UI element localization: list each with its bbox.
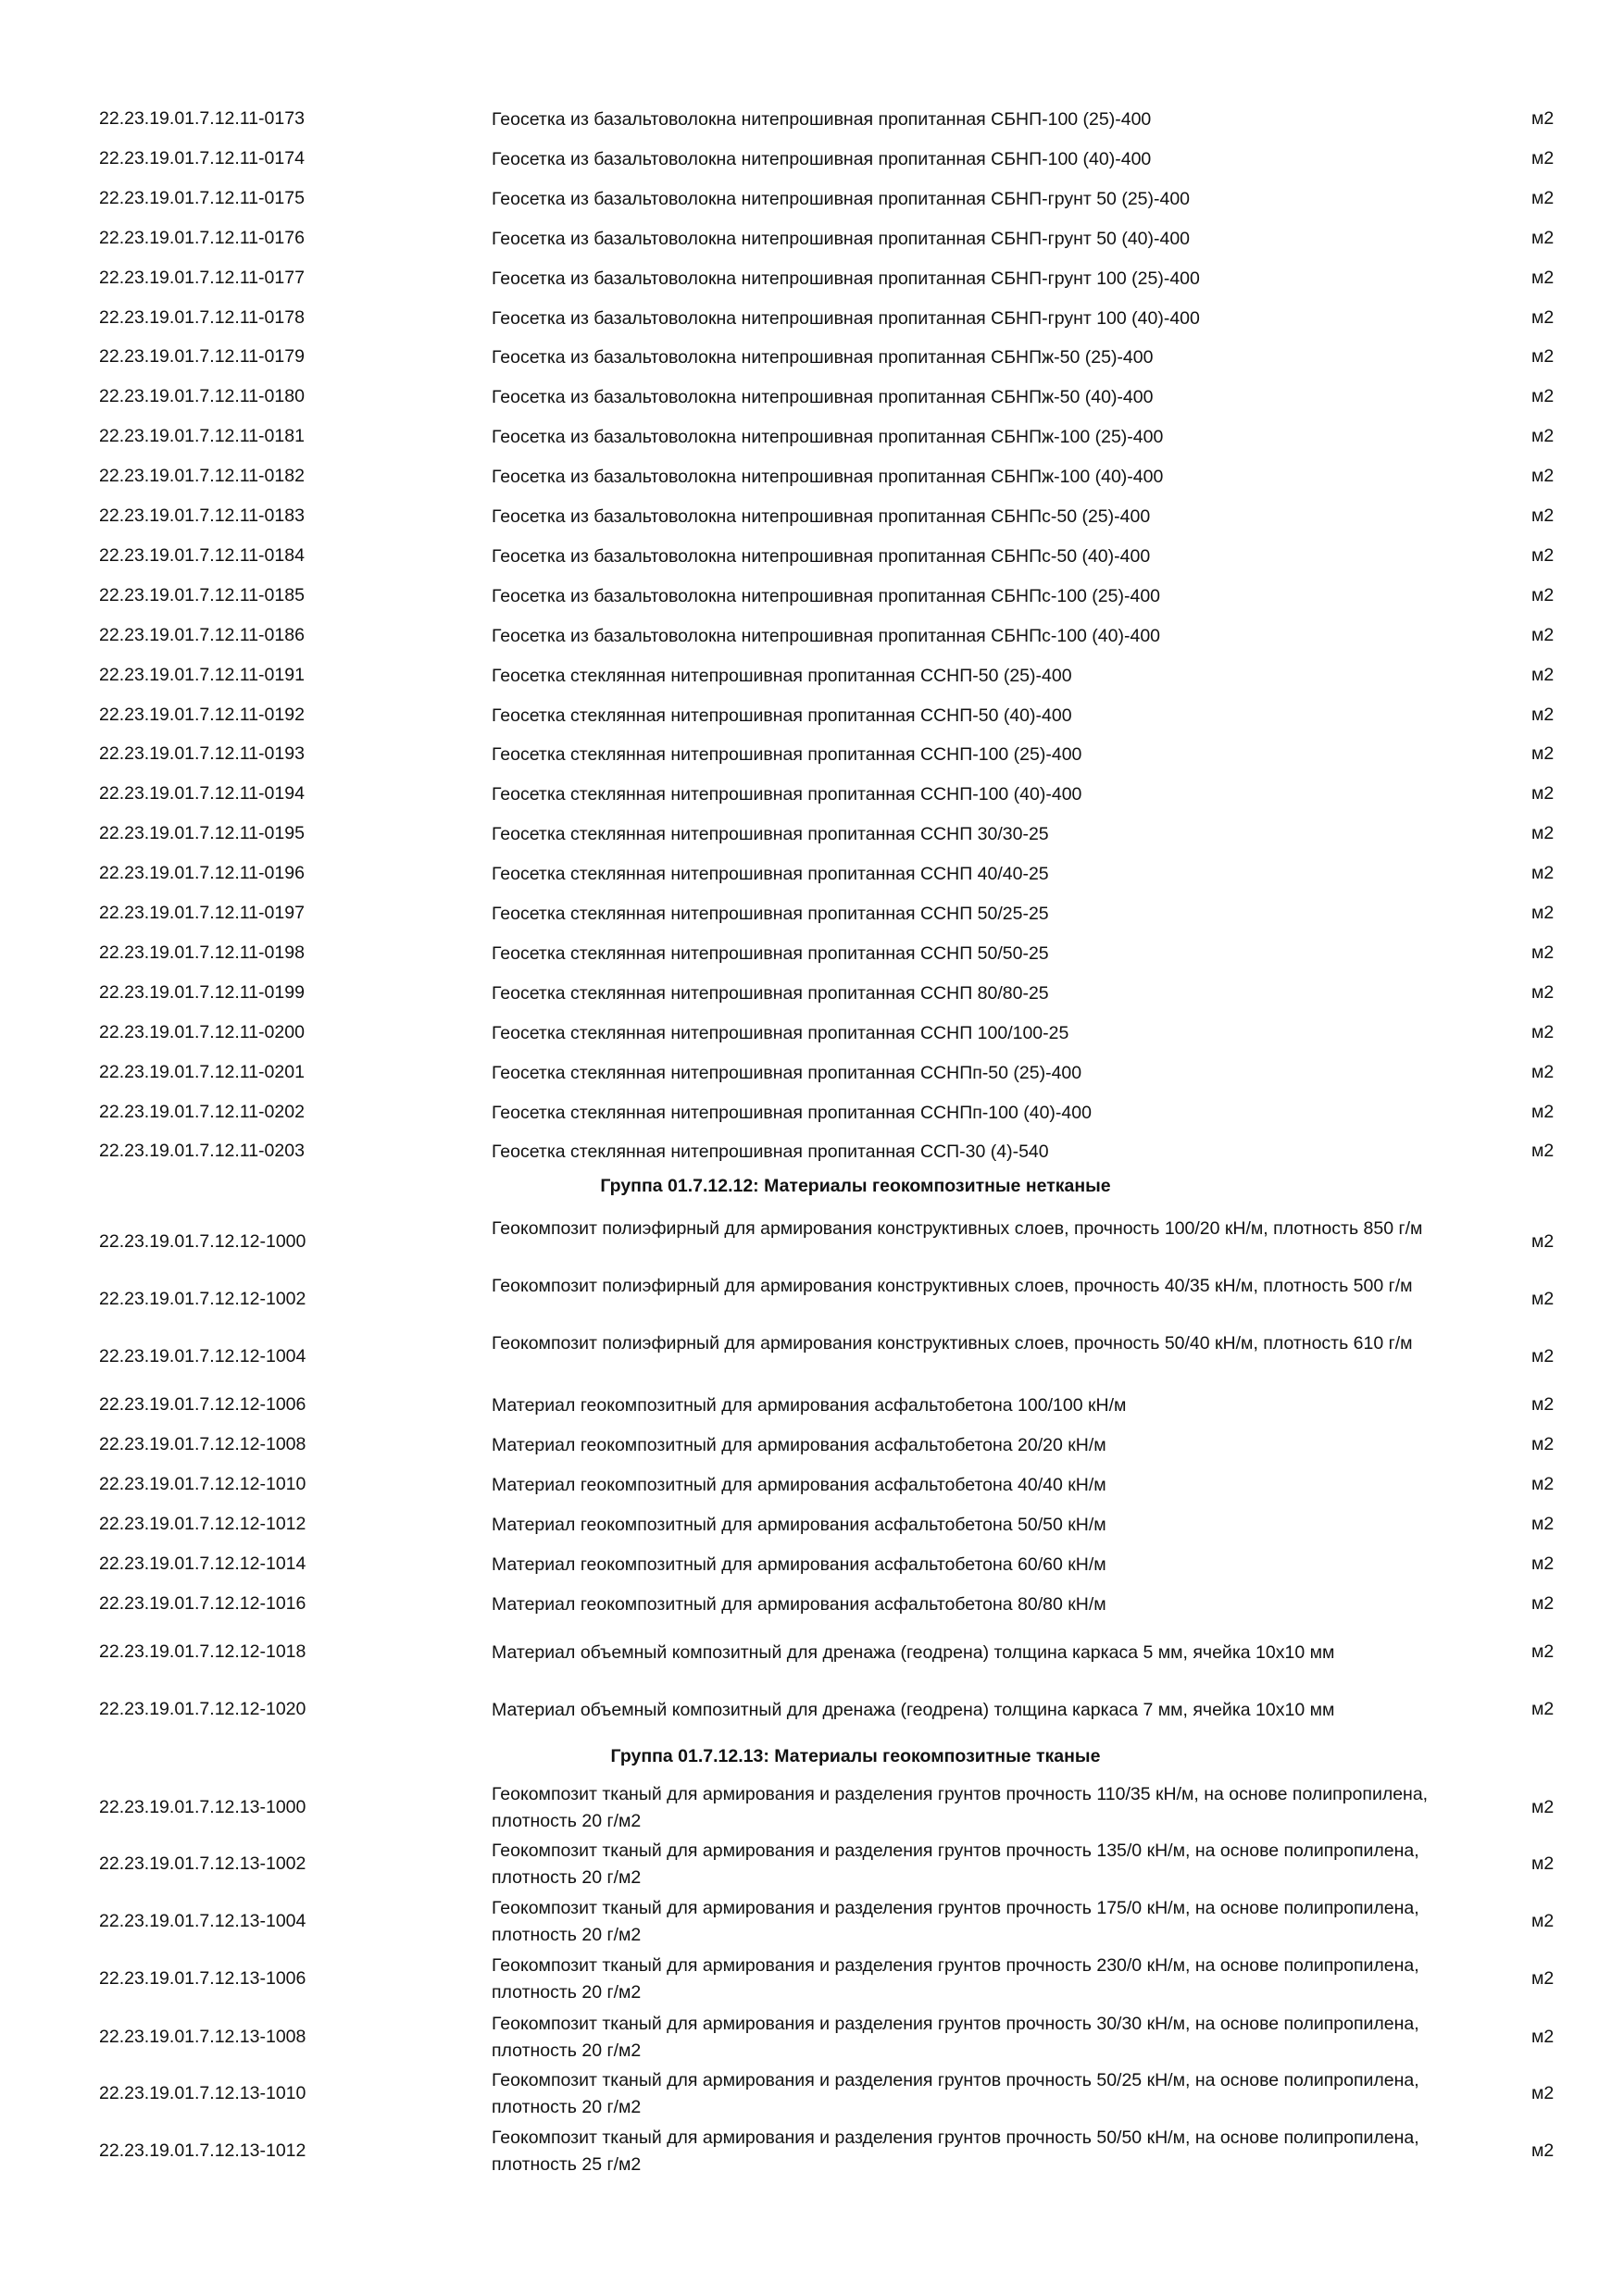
item-unit: м2 [1531, 624, 1555, 645]
item-unit: м2 [1531, 1346, 1555, 1366]
item-unit: м2 [1531, 1968, 1555, 1989]
item-name: Материал объемный композитный для дренажа (геодрена) толщина каркаса 5 мм, ячейка 10х10 мм [492, 1642, 1335, 1663]
item-unit: м2 [1531, 1554, 1555, 1574]
item-name: Материал геокомпозитный для армирования асфальтобетона 40/40 кН/м [492, 1475, 1106, 1495]
item-name: Геокомпозит тканый для армирования и разделения грунтов прочность 175/0 кН/м, на основе полипропилена, плотность 20 г/м2 [492, 1898, 1419, 1945]
item-name: Геосетка из базальтоволокна нитепрошивная пропитанная СБНП-грунт 50 (40)-400 [492, 228, 1191, 249]
group-title: Группа 01.7.12.13: Материалы геокомпозитные тканые [610, 1746, 1101, 1766]
item-unit: м2 [1531, 2083, 1555, 2103]
item-name: Геосетка стеклянная нитепрошивная пропитанная ССП-30 (4)-540 [492, 1142, 1049, 1163]
item-code: 22.23.19.01.7.12.11-0186 [99, 624, 305, 645]
item-code: 22.23.19.01.7.12.11-0199 [99, 981, 305, 1003]
item-unit: м2 [1531, 1911, 1555, 1931]
item-unit: м2 [1531, 227, 1555, 248]
item-unit: м2 [1531, 1853, 1555, 1874]
item-code: 22.23.19.01.7.12.13-1010 [99, 2083, 306, 2103]
item-unit: м2 [1531, 306, 1555, 328]
item-code: 22.23.19.01.7.12.11-0173 [99, 108, 305, 129]
item-code: 22.23.19.01.7.12.13-1000 [99, 1797, 306, 1817]
item-name: Геосетка стеклянная нитепрошивная пропитанная ССНП 100/100-25 [492, 1022, 1069, 1043]
item-code: 22.23.19.01.7.12.11-0194 [99, 783, 305, 805]
item-name: Геосетка из базальтоволокна нитепрошивная пропитанная СБНП-100 (40)-400 [492, 148, 1152, 169]
item-unit: м2 [1531, 1593, 1555, 1614]
item-unit: м2 [1531, 147, 1555, 168]
item-name: Геосетка стеклянная нитепрошивная пропитанная ССНПп-100 (40)-400 [492, 1102, 1092, 1123]
item-code: 22.23.19.01.7.12.11-0197 [99, 903, 305, 923]
item-name: Геокомпозит тканый для армирования и разделения грунтов прочность 110/35 кН/м, на основе полипропилена, плотность 20 г/м2 [492, 1784, 1429, 1831]
item-unit: м2 [1531, 1141, 1555, 1162]
item-code: 22.23.19.01.7.12.12-1016 [99, 1593, 306, 1614]
item-unit: м2 [1531, 1231, 1555, 1252]
item-code: 22.23.19.01.7.12.11-0184 [99, 544, 305, 566]
item-unit: м2 [1531, 1021, 1555, 1042]
item-name: Геосетка из базальтоволокна нитепрошивная пропитанная СБНП-100 (25)-400 [492, 109, 1152, 130]
item-unit: м2 [1531, 2140, 1555, 2161]
item-code: 22.23.19.01.7.12.11-0203 [99, 1141, 305, 1162]
item-name: Материал объемный композитный для дренажа (геодрена) толщина каркаса 7 мм, ячейка 10х10 мм [492, 1700, 1335, 1720]
item-name: Геосетка из базальтоволокна нитепрошивная пропитанная СБНП-грунт 100 (40)-400 [492, 307, 1200, 329]
group-title: Группа 01.7.12.12: Материалы геокомпозитные нетканые [600, 1176, 1111, 1196]
item-code: 22.23.19.01.7.12.12-1000 [99, 1231, 306, 1252]
item-unit: м2 [1531, 108, 1555, 129]
item-unit: м2 [1531, 863, 1555, 884]
item-unit: м2 [1531, 187, 1555, 208]
item-code: 22.23.19.01.7.12.13-1006 [99, 1968, 306, 1989]
item-name: Геокомпозит полиэфирный для армирования конструктивных слоев, прочность 100/20 кН/м, плотность 850 г/м [492, 1218, 1423, 1239]
item-code: 22.23.19.01.7.12.11-0185 [99, 584, 305, 605]
item-name: Геосетка из базальтоволокна нитепрошивная пропитанная СБНПж-100 (40)-400 [492, 467, 1164, 488]
item-unit: м2 [1531, 1101, 1555, 1122]
item-name: Геосетка стеклянная нитепрошивная пропитанная ССНП-50 (40)-400 [492, 705, 1072, 726]
item-name: Геосетка из базальтоволокна нитепрошивная пропитанная СБНП-грунт 50 (25)-400 [492, 188, 1191, 209]
item-name: Геокомпозит тканый для армирования и разделения грунтов прочность 30/30 кН/м, на основе полипропилена, плотность 20 г/м2 [492, 2014, 1419, 2061]
item-code: 22.23.19.01.7.12.11-0174 [99, 147, 305, 168]
item-name: Геосетка стеклянная нитепрошивная пропитанная ССНП-50 (25)-400 [492, 665, 1072, 686]
item-code: 22.23.19.01.7.12.12-1018 [99, 1641, 306, 1662]
item-code: 22.23.19.01.7.12.12-1006 [99, 1394, 306, 1415]
item-name: Геокомпозит полиэфирный для армирования конструктивных слоев, прочность 50/40 кН/м, плотность 610 г/м [492, 1333, 1413, 1354]
item-name: Геокомпозит тканый для армирования и разделения грунтов прочность 135/0 кН/м, на основе полипропилена, плотность 20 г/м2 [492, 1841, 1419, 1888]
item-code: 22.23.19.01.7.12.11-0191 [99, 664, 305, 685]
item-code: 22.23.19.01.7.12.11-0177 [99, 267, 305, 288]
item-unit: м2 [1531, 1434, 1555, 1454]
item-name: Геосетка стеклянная нитепрошивная пропитанная ССНП 50/50-25 [492, 942, 1049, 964]
item-name: Материал геокомпозитный для армирования асфальтобетона 80/80 кН/м [492, 1594, 1106, 1615]
item-unit: м2 [1531, 1797, 1555, 1817]
item-code: 22.23.19.01.7.12.11-0200 [99, 1021, 305, 1042]
item-unit: м2 [1531, 942, 1555, 963]
item-code: 22.23.19.01.7.12.13-1002 [99, 1853, 306, 1874]
item-name: Геосетка стеклянная нитепрошивная пропитанная ССНП 80/80-25 [492, 982, 1049, 1004]
item-code: 22.23.19.01.7.12.11-0198 [99, 942, 305, 963]
item-unit: м2 [1531, 823, 1555, 844]
item-unit: м2 [1531, 1474, 1555, 1494]
item-unit: м2 [1531, 1641, 1555, 1662]
item-name: Геокомпозит полиэфирный для армирования конструктивных слоев, прочность 40/35 кН/м, плотность 500 г/м [492, 1276, 1413, 1296]
item-unit: м2 [1531, 1289, 1555, 1309]
item-unit: м2 [1531, 466, 1555, 487]
item-name: Геосетка стеклянная нитепрошивная пропитанная ССНП 50/25-25 [492, 904, 1049, 924]
item-name: Геосетка из базальтоволокна нитепрошивная пропитанная СБНП-грунт 100 (25)-400 [492, 268, 1200, 289]
item-code: 22.23.19.01.7.12.11-0193 [99, 743, 305, 765]
item-name: Геосетка стеклянная нитепрошивная пропитанная ССНПп-50 (25)-400 [492, 1062, 1082, 1083]
item-unit: м2 [1531, 743, 1555, 765]
item-code: 22.23.19.01.7.12.11-0196 [99, 863, 305, 884]
item-unit: м2 [1531, 903, 1555, 923]
item-unit: м2 [1531, 267, 1555, 288]
item-code: 22.23.19.01.7.12.12-1014 [99, 1554, 306, 1574]
item-name: Геокомпозит тканый для армирования и разделения грунтов прочность 230/0 кН/м, на основе полипропилена, плотность 20 г/м2 [492, 1955, 1419, 2003]
item-code: 22.23.19.01.7.12.11-0178 [99, 306, 305, 328]
item-code: 22.23.19.01.7.12.12-1010 [99, 1474, 306, 1494]
item-name: Геосетка стеклянная нитепрошивная пропитанная ССНП 30/30-25 [492, 824, 1049, 845]
item-unit: м2 [1531, 505, 1555, 526]
item-unit: м2 [1531, 981, 1555, 1003]
item-unit: м2 [1531, 1699, 1555, 1719]
item-code: 22.23.19.01.7.12.11-0182 [99, 466, 305, 487]
item-name: Геосетка из базальтоволокна нитепрошивная пропитанная СБНПж-50 (25)-400 [492, 347, 1154, 368]
item-name: Геосетка из базальтоволокна нитепрошивная пропитанная СБНПж-50 (40)-400 [492, 387, 1154, 408]
item-code: 22.23.19.01.7.12.11-0192 [99, 704, 305, 725]
item-unit: м2 [1531, 1061, 1555, 1082]
item-unit: м2 [1531, 386, 1555, 407]
item-name: Геосетка из базальтоволокна нитепрошивная пропитанная СБНПс-50 (40)-400 [492, 545, 1151, 567]
item-name: Геосетка из базальтоволокна нитепрошивная пропитанная СБНПс-100 (40)-400 [492, 625, 1161, 646]
item-name: Геосетка стеклянная нитепрошивная пропитанная ССНП-100 (40)-400 [492, 784, 1082, 805]
item-name: Геосетка из базальтоволокна нитепрошивная пропитанная СБНПс-50 (25)-400 [492, 506, 1151, 527]
item-unit: м2 [1531, 544, 1555, 566]
item-unit: м2 [1531, 664, 1555, 685]
item-code: 22.23.19.01.7.12.11-0202 [99, 1101, 305, 1122]
item-name: Геосетка стеклянная нитепрошивная пропитанная ССНП 40/40-25 [492, 864, 1049, 885]
item-unit: м2 [1531, 2027, 1555, 2047]
item-name: Геосетка из базальтоволокна нитепрошивная пропитанная СБНПж-100 (25)-400 [492, 427, 1164, 448]
item-code: 22.23.19.01.7.12.11-0201 [99, 1061, 305, 1082]
item-name: Геосетка стеклянная нитепрошивная пропитанная ССНП-100 (25)-400 [492, 744, 1082, 766]
item-name: Материал геокомпозитный для армирования асфальтобетона 100/100 кН/м [492, 1395, 1127, 1416]
item-code: 22.23.19.01.7.12.11-0180 [99, 386, 305, 407]
item-code: 22.23.19.01.7.12.13-1008 [99, 2027, 306, 2047]
item-code: 22.23.19.01.7.12.13-1012 [99, 2140, 306, 2161]
item-name: Материал геокомпозитный для армирования асфальтобетона 50/50 кН/м [492, 1515, 1106, 1535]
item-code: 22.23.19.01.7.12.12-1004 [99, 1346, 306, 1366]
item-code: 22.23.19.01.7.12.12-1008 [99, 1434, 306, 1454]
item-unit: м2 [1531, 346, 1555, 368]
item-code: 22.23.19.01.7.12.12-1012 [99, 1514, 306, 1534]
item-unit: м2 [1531, 1514, 1555, 1534]
item-name: Геокомпозит тканый для армирования и разделения грунтов прочность 50/50 кН/м, на основе полипропилена, плотность 25 г/м2 [492, 2128, 1419, 2175]
item-unit: м2 [1531, 704, 1555, 725]
item-name: Материал геокомпозитный для армирования асфальтобетона 60/60 кН/м [492, 1554, 1106, 1575]
item-code: 22.23.19.01.7.12.11-0195 [99, 823, 305, 844]
item-code: 22.23.19.01.7.12.12-1002 [99, 1289, 306, 1309]
item-unit: м2 [1531, 783, 1555, 805]
item-name: Геокомпозит тканый для армирования и разделения грунтов прочность 50/25 кН/м, на основе полипропилена, плотность 20 г/м2 [492, 2070, 1419, 2117]
item-code: 22.23.19.01.7.12.12-1020 [99, 1699, 306, 1719]
item-unit: м2 [1531, 426, 1555, 447]
item-code: 22.23.19.01.7.12.11-0183 [99, 505, 305, 526]
item-unit: м2 [1531, 1394, 1555, 1415]
item-code: 22.23.19.01.7.12.11-0175 [99, 187, 305, 208]
item-code: 22.23.19.01.7.12.13-1004 [99, 1911, 306, 1931]
item-name: Материал геокомпозитный для армирования асфальтобетона 20/20 кН/м [492, 1435, 1106, 1455]
item-code: 22.23.19.01.7.12.11-0181 [99, 426, 305, 447]
item-code: 22.23.19.01.7.12.11-0179 [99, 346, 305, 368]
item-unit: м2 [1531, 584, 1555, 605]
item-code: 22.23.19.01.7.12.11-0176 [99, 227, 305, 248]
item-name: Геосетка из базальтоволокна нитепрошивная пропитанная СБНПс-100 (25)-400 [492, 585, 1161, 606]
